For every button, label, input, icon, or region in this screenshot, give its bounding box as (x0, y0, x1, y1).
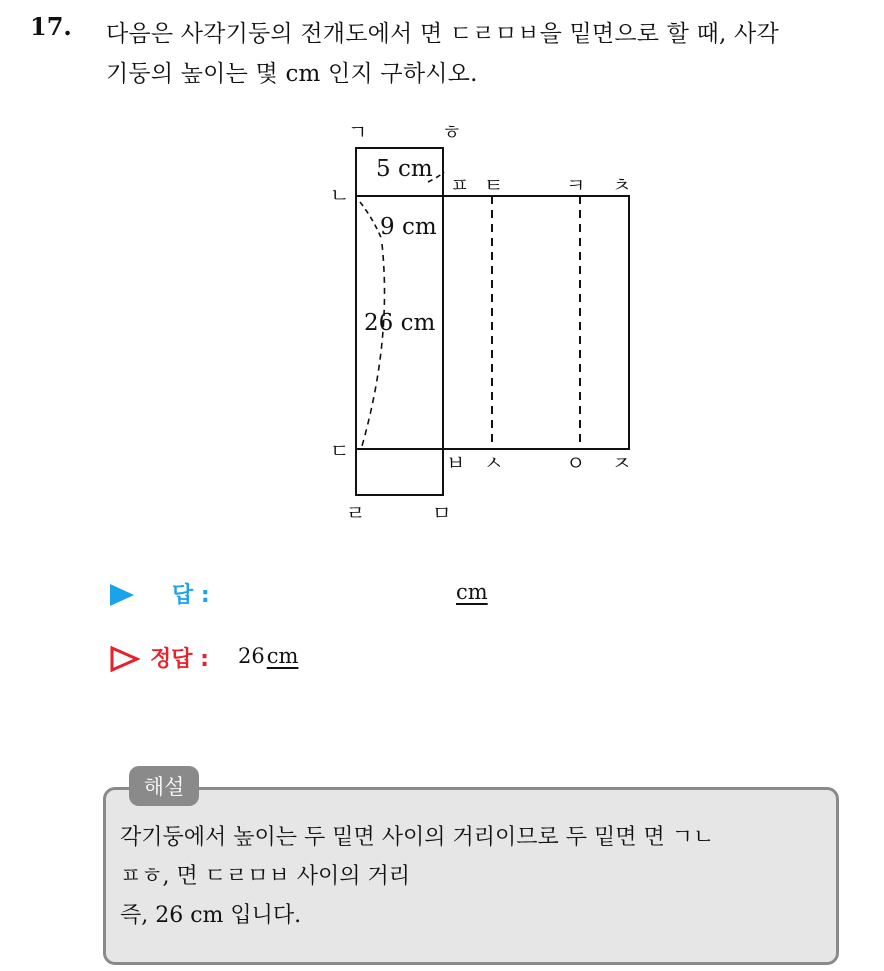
question-line-2: 기둥의 높이는 몇 cm 인지 구하시오. (106, 61, 478, 87)
dim-label-26cm: 26 cm (364, 310, 436, 336)
solution-line-3: 즉, 26 cm 입니다. (120, 903, 302, 928)
question-number: 17. (30, 12, 72, 41)
vertex-label: ㅈ (612, 451, 632, 475)
vertex-label: ㄴ (330, 183, 350, 207)
vertex-label: ㄷ (330, 439, 350, 463)
dim-arc-9cm (360, 202, 382, 240)
question-line-1: 다음은 사각기둥의 전개도에서 면 ㄷㄹㅁㅂ을 밑면으로 할 때, 사각 (106, 21, 779, 47)
correct-answer-unit: cm (266, 644, 299, 668)
solution-text (120, 818, 830, 935)
dimension-labels (364, 156, 437, 336)
vertex-label: ㅌ (484, 173, 504, 197)
vertex-label: ㄹ (346, 501, 366, 525)
vertex-label: ㅍ (450, 173, 470, 197)
side-faces (443, 196, 629, 449)
answer-unit[interactable]: cm (456, 580, 488, 604)
vertex-label: ㅂ (446, 451, 466, 475)
answer-row (110, 578, 610, 612)
outline-triangle-icon (110, 646, 140, 672)
correct-answer-label: 정답 : (150, 647, 209, 672)
vertex-label: ㅊ (612, 173, 632, 197)
vertex-label: ㅇ (566, 451, 586, 475)
play-triangle-icon (110, 584, 134, 606)
vertex-label: ㅅ (484, 451, 504, 475)
correct-answer-value (238, 644, 298, 668)
correct-answer-number: 26 (238, 644, 265, 668)
vertex-label: ㅎ (442, 120, 462, 144)
vertex-label: ㄱ (348, 120, 368, 144)
dim-arc-26cm (362, 244, 385, 446)
solution-line-1: 각기둥에서 높이는 두 밑면 사이의 거리이므로 두 밑면 면 ㄱㄴ (120, 825, 715, 850)
dim-label-5cm: 5 cm (376, 156, 433, 182)
solution-tab: 해설 (129, 766, 199, 806)
answer-label: 답 : (172, 583, 210, 608)
solution-line-2: ㅍㅎ, 면 ㄷㄹㅁㅂ 사이의 거리 (120, 864, 410, 889)
vertex-label: ㅋ (566, 173, 586, 197)
dim-label-9cm: 9 cm (380, 214, 437, 240)
correct-answer-row (110, 642, 610, 676)
vertex-label: ㅁ (432, 501, 452, 525)
bottom-face (356, 449, 443, 495)
